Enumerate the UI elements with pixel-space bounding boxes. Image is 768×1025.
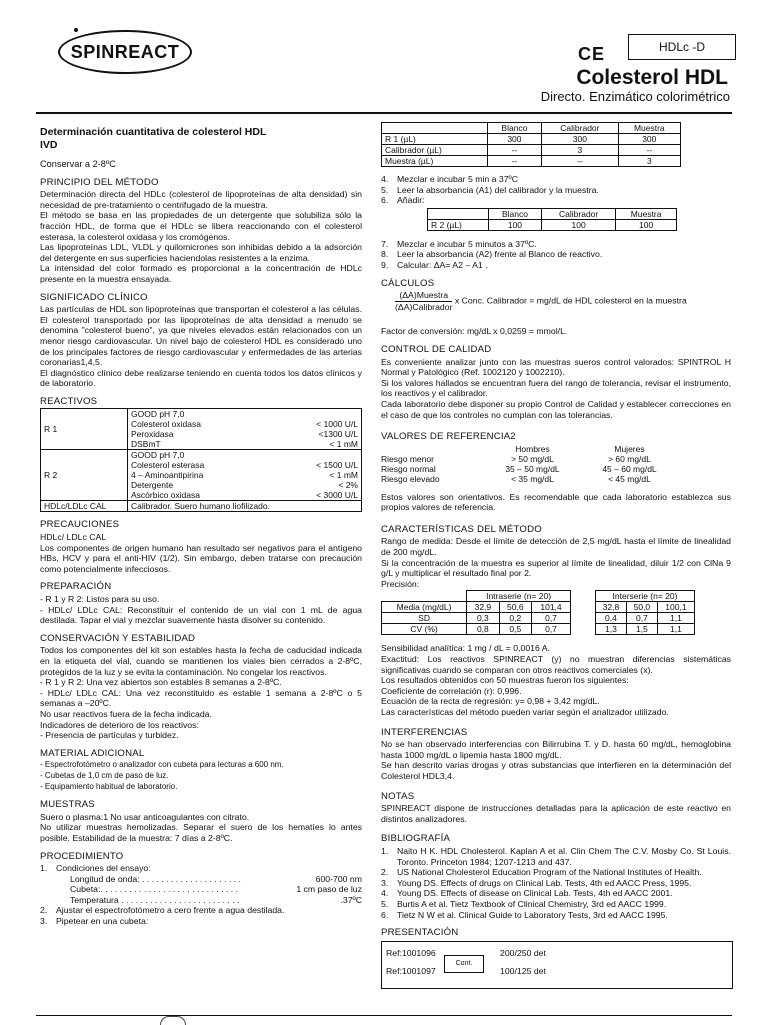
header-divider — [36, 112, 732, 114]
list-item: 6. Tietz N W et al. Clinical Guide to Laboratory Tests, 3rd ed AACC 1995. — [381, 909, 668, 920]
pipette-table — [381, 122, 681, 167]
table-row: 1,3 1,5 1,1 — [596, 624, 695, 635]
list-item: 9. Calcular: ΔA= A2 – A1 . — [381, 259, 488, 270]
paragraph: Sensibilidad analítica: 1 mg / dL = 0,0016 A. — [381, 643, 550, 654]
list-item: 2. US National Cholesterol Education Program of the National Institutes of Health. — [381, 867, 702, 878]
storage-text: Conservar a 2-8ºC — [40, 159, 116, 169]
list-item: 4. Young DS. Effects of disease on Clinical Lab. Tests, 4th ed AACC 2001. — [381, 888, 673, 899]
paragraph: Estos valores son orientativos. Es recomendable que cada laboratorio establezca sus propios valores de referencia. — [381, 491, 731, 513]
section-conservacion: CONSERVACIÓN Y ESTABILIDAD — [40, 632, 196, 644]
paragraph: No utilizar muestras hemolizadas. Separar el suero de los hematíes lo antes posible. Estabilidad de la muestra: 7 días a 2-8ºC. — [40, 822, 362, 843]
list-item: 1. Condiciones del ensayo: — [40, 863, 151, 874]
spinreact-logo — [58, 30, 192, 74]
paragraph: Ecuación de la recta de regresión: y= 0,98 + 3,42 mg/dL. — [381, 696, 600, 707]
item-value — [275, 450, 358, 460]
paragraph: Las lipoproteínas LDL, VLDL y quilomicrones son inhibidas debido a la adsorción del detergente en sus superficies haciendolas resistentes a la enzima. — [40, 242, 362, 263]
section-material: MATERIAL ADICIONAL — [40, 747, 145, 759]
section-precauciones: PRECAUCIONES — [40, 519, 120, 531]
item-value: < 2% — [338, 480, 358, 491]
intraserie-table — [381, 590, 571, 635]
list-item: - HDLc/ LDLc CAL: Reconstituir el contenido de un vial con 1 mL de agua destilada. Tapar el vial y mezclar suavemente hasta disolver su contenido. — [40, 604, 362, 626]
condition-row: Longitud de onda: . . . . . . . . . . . . . . . . . . . . . 600-700 nm — [70, 873, 362, 884]
reagent-label: R 1 — [41, 409, 128, 450]
det-count: 200/250 det — [500, 947, 546, 958]
table-row — [41, 501, 362, 512]
table-row: SD 0,3 0,2 0,7 — [382, 613, 571, 624]
paragraph: No usar reactivos fuera de la fecha indicada. — [40, 708, 212, 719]
left-column — [40, 126, 362, 927]
condition-row: Cubeta:. . . . . . . . . . . . . . . . . . . . . . . . . . . . . 1 cm paso de luz — [70, 884, 362, 895]
interserie-table — [595, 590, 695, 635]
paragraph: Coeficiente de correlación (r): 0,996. — [381, 685, 522, 696]
paragraph: Si la concentración de la muestra es superior al límite de linealidad, diluir 1/2 con ClNa 9 g/L y multiplicar el resultado final por 2. — [381, 557, 731, 579]
item-name: 4 – Aminoantipirina — [131, 470, 204, 481]
item-value: < 1500 U/L — [316, 460, 358, 471]
method-details — [381, 643, 731, 717]
right-column — [381, 122, 731, 989]
list-item: - Cubetas de 1,0 cm de paso de luz. — [40, 770, 169, 780]
paragraph: Las características del método pueden variar según el analizador utilizado. — [381, 707, 669, 717]
paragraph: Indicadores de deterioro de los reactivos: — [40, 719, 199, 730]
table-row: Riesgo normal 35 – 50 mg/dL 45 – 60 mg/dL — [381, 463, 657, 474]
paragraph: El método se basa en las propiedades de un detergente que solubiliza sólo la fracción HDL, de forma que el HDLc se libera reaccionando con el colesterol esterasa, la colesterol oxidasa y los cromógenos. — [40, 210, 362, 242]
paragraph: - R 1 y R 2: Una vez abiertos son estables 8 semanas a 2-8ºC. — [40, 677, 282, 688]
ref-number: Ref:1001097 — [386, 965, 436, 976]
presentation-box — [381, 941, 733, 989]
item-name: Colesterol esterasa — [131, 460, 205, 471]
paragraph: Exactitud: Los reactivos SPINREACT (y) no muestran diferencias sistemáticas significativas cuando se comparan con otros reactivos comerciales (x). — [381, 654, 731, 675]
list-item: - R 1 y R 2: Listos para su uso. — [40, 594, 160, 605]
section-procedimiento: PROCEDIMIENTO — [40, 850, 124, 862]
formula-fraction: $\frac{\text{(ΔA)Muestra}}{\text{(ΔA)Calibrador}}$ — [395, 290, 453, 312]
table-row: Calibrador (µL) -- 3 -- — [382, 145, 681, 156]
det-count: 100/125 det — [500, 965, 546, 976]
table-row: Riesgo menor > 50 mg/dL > 60 mg/dL — [381, 453, 651, 464]
reagent-items — [128, 409, 362, 450]
item-name: GOOD pH 7,0 — [131, 450, 185, 461]
table-row: R 2 (µL) 100 100 100 — [428, 219, 677, 230]
table-row: Hombres Mujeres — [515, 443, 645, 454]
table-row: Interserie (n= 20) — [596, 591, 695, 602]
list-item: 2. Ajustar el espectrofotómetro a cero frente a agua destilada. — [40, 905, 285, 916]
main-title: Determinación cuantitativa de colesterol HDL — [40, 126, 267, 138]
formula — [395, 290, 731, 312]
paragraph: SPINREACT dispone de instrucciones detalladas para la aplicación de este reactivo en distintos analizadores. — [381, 803, 731, 824]
ref-number: Ref:1001096 — [386, 947, 436, 958]
footer-divider — [36, 1015, 732, 1016]
table-row: Muestra (µL) -- -- 3 — [382, 156, 681, 167]
steps-b — [381, 239, 731, 271]
paragraph: Las partículas de HDL son lipoproteínas que transportan el colesterol a las células. El colesterol transportado por las lipoproteínas de alta densidad a menudo se denomina "colesterol bueno", ya que niveles elevados están relacionados con un menor riesgo cardiovascular. Un nivel bajo de colesterol HDL es considerado uno de los principales factores de riesgo cardiovascular y enfermedades de las arterias coronarias1,4,5. — [40, 304, 362, 368]
table-row: Media (mg/dL) 32,9 50,6 101,4 — [382, 602, 571, 613]
table-row: R 1 (µL) 300 300 300 — [382, 134, 681, 145]
list-item: 1. Naito H K. HDL Cholesterol. Kaplan A et al. Clin Chem The C.V. Mosby Co. St Louis. Toronto. Princeton 1984; 1207-1213 and 437. — [381, 845, 731, 867]
paragraph: Si los valores hallados se encuentran fuera del rango de tolerancia, revisar el instrumento, los reactivos y el calibrador. — [381, 377, 731, 399]
paragraph: Suero o plasma:1 No usar anticoagulantes con citrato. — [40, 811, 250, 822]
table-row: Intraserie (n= 20) — [382, 591, 571, 602]
paragraph: Todos los componentes del kit son estables hasta la fecha de caducidad indicada en la etiqueta del vial, cuando se mantienen los viales bien cerrados a 2-8ºC, protegidos de la luz y se evita la contaminación. No congelar los reactivos. — [40, 645, 362, 677]
reference-values-table — [381, 444, 681, 484]
paragraph: No se han observado interferencias con Bilirrubina T. y D. hasta 60 mg/dL, hemoglobina hasta 1000 mg/dL o lipemia hasta 1800 mg/dL. — [381, 739, 731, 760]
paragraph: Se han descrito varias drogas y otras substancias que interfieren en la determinación del Colesterol HDL3,4. — [381, 760, 731, 781]
r2-table — [427, 208, 677, 231]
section-muestras: MUESTRAS — [40, 799, 95, 811]
section-interferencias: INTERFERENCIAS — [381, 726, 468, 738]
list-item: 5. Burtis A et al. Tietz Textbook of Clinical Chemistry, 3rd ed AACC 1999. — [381, 898, 667, 909]
section-valores: VALORES DE REFERENCIA2 — [381, 431, 516, 443]
item-name: Detergente — [131, 480, 174, 491]
table-row: 32,8 50,0 100,1 — [596, 602, 695, 613]
paragraph: Los resultados obtenidos con 50 muestras fueron los siguientes: — [381, 675, 629, 686]
item-name: Peroxidasa — [131, 429, 174, 440]
item-value: < 3000 U/L — [316, 490, 358, 501]
section-caracteristicas: CARACTERÍSTICAS DEL MÉTODO — [381, 523, 542, 535]
item-name: DSBmT — [131, 439, 161, 450]
page-subtitle: Directo. Enzimático colorimétrico — [540, 89, 730, 104]
item-name: Ascórbico oxidasa — [131, 490, 200, 501]
paragraph: El diagnóstico clínico debe realizarse teniendo en cuenta todos los datos clínicos y de laboratorio. — [40, 367, 362, 389]
list-item: 4. Mezclar e incubar 5 min a 37ºC — [381, 174, 518, 184]
conversion-factor: Factor de conversión: mg/dL x 0,0259 = mmol/L. — [381, 326, 568, 337]
list-item: - Equipamiento habitual de laboratorio. — [40, 781, 178, 791]
ce-mark: CE — [578, 44, 606, 64]
table-row: 0,4 0,7 1,1 — [596, 613, 695, 624]
precision-tables — [381, 590, 731, 635]
item-value: <1300 U/L — [318, 429, 358, 440]
paragraph: La intensidad del color formado es proporcional a la concentración de HDLc presente en la muestra ensayada. — [40, 263, 362, 284]
list-item: - Espectrofotómetro o analizador con cubeta para lecturas a 600 nm. — [40, 760, 284, 770]
section-presentacion: PRESENTACIÓN — [381, 927, 459, 939]
table-row: Blanco Calibrador Muestra — [428, 208, 677, 219]
logo-text: SPINREACT — [70, 41, 180, 62]
logo-dot — [74, 28, 78, 32]
cont-box: Cont. — [444, 955, 484, 973]
table-row: CV (%) 0,8 0,5 0,7 — [382, 624, 571, 635]
item-value — [273, 409, 358, 419]
item-value: < 1 mM — [329, 439, 358, 450]
section-bibliografia: BIBLIOGRAFÍA — [381, 833, 451, 845]
reagent-items — [128, 450, 362, 501]
section-preparacion: PREPARACIÓN — [40, 581, 112, 593]
item-value: < 1 mM — [329, 470, 358, 481]
section-reactivos: REACTIVOS — [40, 395, 98, 407]
list-item: 3. Young DS. Effects of drugs on Clinical Lab. Tests, 4th ed AACC Press, 1995. — [381, 877, 692, 888]
paragraph: Cada laboratorio debe disponer su propio Control de Calidad y establecer correcciones en el caso de que los controles no cumplan con las tolerancias. — [381, 398, 731, 420]
paragraph: Rango de medida: Desde el límite de detección de 2,5 mg/dL hasta el límite de linealidad de 200 mg/dL. — [381, 536, 731, 558]
paragraph: Es conveniente analizar junto con las muestras sueros control valorados: SPINTROL H Normal y Patológico (Ref. 1002120 y 1002210). — [381, 356, 731, 378]
section-notas: NOTAS — [381, 790, 415, 802]
condition-row: Temperatura . . . . . . . . . . . . . . . . . . . . . . . . . .37ºC — [70, 894, 362, 905]
reagent-label: HDLc/LDLc CAL — [41, 501, 128, 512]
section-calculos: CÁLCULOS — [381, 277, 435, 289]
paragraph: - Presencia de partículas y turbidez. — [40, 730, 179, 741]
steps-a — [381, 174, 731, 206]
paragraph: - HDLc/ LDLc CAL: Una vez reconstituido es estable 1 semana a 2-8ºC o 5 semanas a –20ºC. — [40, 687, 362, 709]
ivd-label: IVD — [40, 138, 58, 151]
precauciones-sub: HDLc/ LDLc CAL — [40, 532, 107, 543]
list-item: 3. Pipetear en una cubeta: — [40, 916, 149, 927]
list-item: 7. Mezclar e incubar 5 minutos a 37ºC. — [381, 238, 537, 249]
table-row: Blanco Calibrador Muestra — [382, 123, 681, 134]
item-name: Colesterol oxidasa — [131, 419, 201, 430]
paragraph: Determinación directa del HDLc (colesterol de lipoproteínas de alta densidad) sin necesidad de pre-tratamiento o centrifugado de la muestra. — [40, 189, 362, 210]
product-code-box: HDLc -D — [628, 34, 736, 60]
reactivos-table — [40, 408, 362, 512]
paragraph: Los componentes de origen humano han resultado ser negativos para el antígeno HBs, HCV y para el anti-HIV (1/2). Sin embargo, deben tratarse con precaución como potencialmente infecciosos. — [40, 542, 362, 574]
section-principio: PRINCIPIO DEL MÉTODO — [40, 176, 159, 188]
list-item: 6. Añadir: — [381, 195, 425, 206]
paragraph: Precisión: — [381, 578, 420, 589]
table-row: Riesgo elevado < 35 mg/dL < 45 mg/dL — [381, 473, 651, 484]
reagent-text: Calibrador. Suero humano liofilizado. — [128, 501, 362, 512]
table-row — [41, 409, 362, 450]
reagent-label: R 2 — [41, 450, 128, 501]
item-name: GOOD pH 7,0 — [131, 409, 185, 420]
section-control: CONTROL DE CALIDAD — [381, 343, 492, 355]
list-item: 8. Leer la absorbancia (A2) frente al Blanco de reactivo. — [381, 249, 603, 260]
table-row — [41, 450, 362, 501]
page-title: Colesterol HDL — [576, 66, 728, 89]
section-significado: SIGNIFICADO CLÍNICO — [40, 291, 148, 303]
formula-rest: x Conc. Calibrador = mg/dL de HDL colesterol en la muestra — [454, 295, 687, 306]
list-item: 5. Leer la absorbancia (A1) del calibrador y la muestra. — [381, 184, 599, 195]
item-value: < 1000 U/L — [316, 419, 358, 430]
